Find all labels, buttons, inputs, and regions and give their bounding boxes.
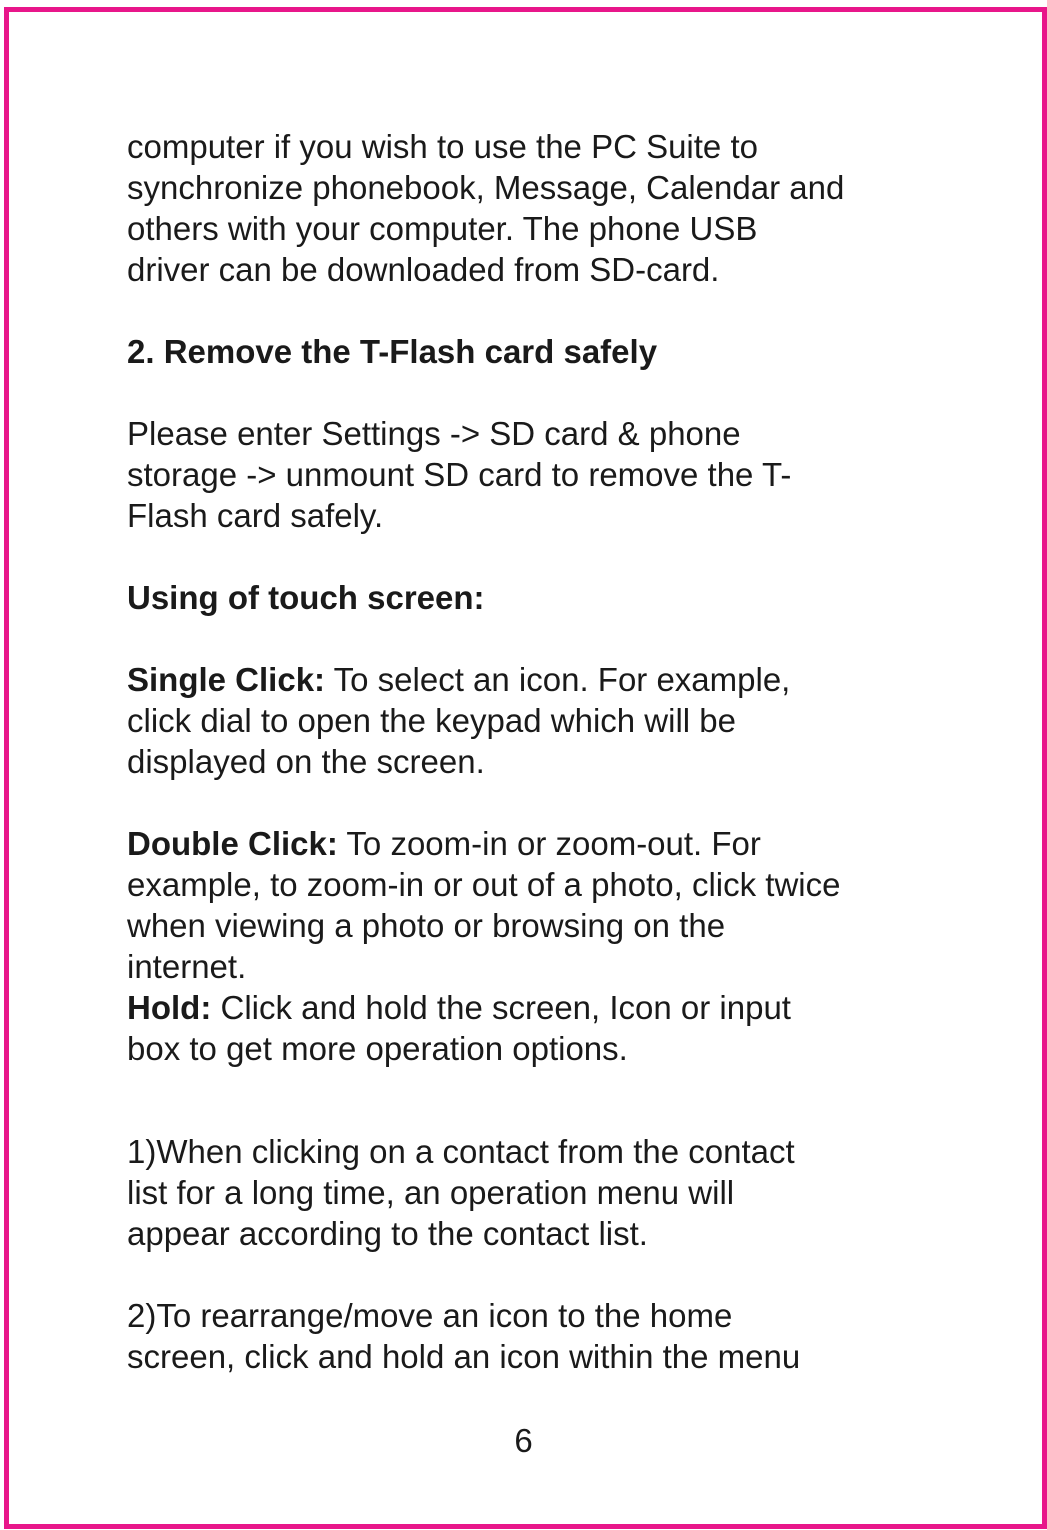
hold-text: Click and hold the screen, Icon or input [211, 989, 791, 1026]
remove-line: Flash card safely. [127, 497, 384, 534]
spacer [127, 618, 927, 659]
item2-line: screen, click and hold an icon within the menu [127, 1338, 801, 1375]
item1-line: 1)When clicking on a contact from the contact [127, 1133, 795, 1170]
double-click-line: internet. [127, 948, 247, 985]
section-heading-touch-screen: Using of touch screen: [127, 579, 485, 616]
page-number: 6 [514, 1422, 533, 1459]
spacer [127, 536, 927, 577]
manual-page-content [127, 126, 927, 1377]
remove-line: storage -> unmount SD card to remove the T- [127, 456, 792, 493]
intro-line: synchronize phonebook, Message, Calendar and [127, 169, 845, 206]
double-click-term: Double Click: [127, 825, 338, 862]
single-click-line: displayed on the screen. [127, 743, 485, 780]
single-click-paragraph [127, 659, 927, 782]
double-click-text: To zoom-in or zoom-out. For [337, 825, 761, 862]
spacer [127, 1254, 927, 1295]
intro-line: computer if you wish to use the PC Suite to [127, 128, 758, 165]
single-click-line [127, 659, 927, 700]
spacer [127, 1069, 927, 1131]
spacer [127, 290, 927, 331]
list-item [127, 1131, 927, 1254]
double-click-line: when viewing a photo or browsing on the [127, 907, 726, 944]
section-heading-remove-tflash: 2. Remove the T-Flash card safely [127, 333, 658, 370]
hold-term: Hold: [127, 989, 212, 1026]
single-click-line: click dial to open the keypad which will be [127, 702, 737, 739]
item1-line: appear according to the contact list. [127, 1215, 648, 1252]
spacer [127, 782, 927, 823]
double-click-paragraph [127, 823, 927, 987]
hold-line: box to get more operation options. [127, 1030, 628, 1067]
single-click-term: Single Click: [127, 661, 326, 698]
intro-paragraph [127, 126, 927, 290]
hold-paragraph [127, 987, 927, 1069]
single-click-text: To select an icon. For example, [325, 661, 791, 698]
item1-line: list for a long time, an operation menu will [127, 1174, 735, 1211]
item2-line: 2)To rearrange/move an icon to the home [127, 1297, 733, 1334]
double-click-line [127, 823, 927, 864]
double-click-line: example, to zoom-in or out of a photo, click twice [127, 866, 841, 903]
remove-tflash-paragraph [127, 413, 927, 536]
spacer [127, 372, 927, 413]
intro-line: others with your computer. The phone USB [127, 210, 758, 247]
hold-line [127, 987, 927, 1028]
list-item [127, 1295, 927, 1377]
intro-line: driver can be downloaded from SD-card. [127, 251, 720, 288]
remove-line: Please enter Settings -> SD card & phone [127, 415, 741, 452]
